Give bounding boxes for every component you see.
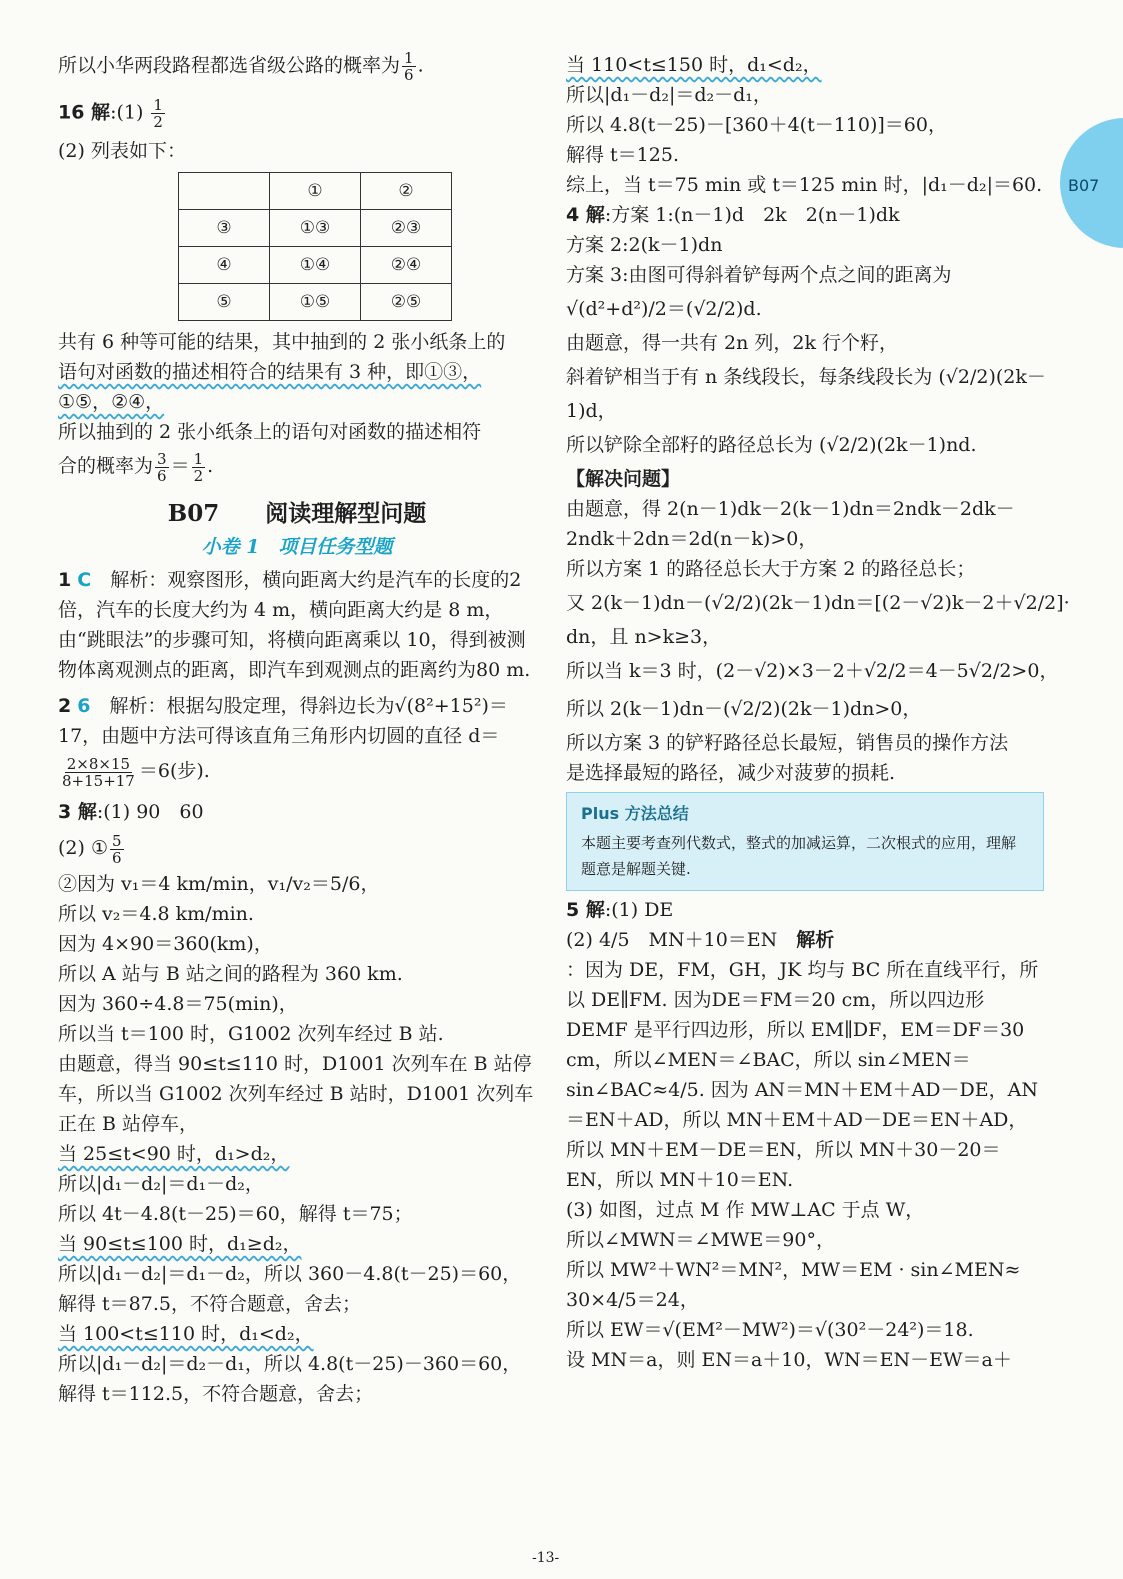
section-subtitle: 小卷 1 项目任务型题 [201, 536, 393, 558]
q4: 4 解:方案 1:(n－1)d 2k 2(n－1)dk [566, 204, 900, 226]
q16-part1: 16 解:(1) $\frac{1}{2}$ [58, 96, 163, 131]
line-l1: 所以小华两段路程都选省级公路的概率为 $\frac{1}{6}$ . [58, 49, 424, 84]
fraction: $\frac{1}{2}$ [193, 449, 204, 485]
fraction: $\frac{2\times 8\times 15}{8+15+17}$ [62, 754, 135, 790]
solve-heading: 【解决问题】 [566, 468, 681, 490]
section-title: B07 阅读理解型问题 [167, 500, 427, 527]
method-summary-title: Plus 方法总结 [581, 804, 689, 823]
fraction: $\frac{5}{6}$ [112, 831, 122, 867]
q5: 5 解:(1) DE [566, 899, 674, 921]
outcome-table [178, 172, 452, 321]
q3: 3 解:(1) 90 60 [58, 801, 204, 823]
table-row: ⑤ ①⑤ ②⑤ [179, 284, 452, 321]
side-tab-label: B07 [1068, 176, 1100, 195]
right-column: 当 110<t≤150 时，d₁<d₂， 所以|d₁－d₂|＝d₂－d₁， 所以 4.8(t－25)－[360＋4(t－110)]＝60， 解得 t＝125. 综上，当 t＝75 min 或 t＝125 min 时，|d₁－d₂|＝60. 4 解:方案 1:(n－1)d 2k 2(n－1)dk 方案 2:2(k－1)dn 方案 3:由图可得斜着铲每两个点之间的距离为 √(d²+d²)/2＝(√2/2)d. 由题意，得一共有 2n 列，2k 行个籽， 斜着铲相当于有 n 条线段长，每条线段长为 (√2/2)(2k－ 1)d， 所以铲除全部籽的路径总长为 (√2/2)(2k－1)nd. 【解决问题】 由题意，得 2(n－1)dk－2(k－1)dn＝2ndk－2dk－ 2ndk＋2dn＝2d(n－k)>0， 所以方案 1 的路径总长大于方案 2 的路径总长； 又 2(k－1)dn－(√2/2)(2k－1)dn＝[(2－√2)k－2＋√2/2]· dn，且 n>k≥3， 所以当 k＝3 时，(2－√2)×3－2＋√2/2＝4－5√2/2>0， 所以 2(k－1)dn－(√2/2)(2k－1)dn>0， 所以方案 3 的铲籽路径总长最短，销售员的操作方法 是选择最短的路径，减少对菠萝的损耗. Plus 方法总结 本题主要考查列代数式，整式的加减运算，二次根式的应用，理解题意是解题关键. 5 解:(1) DE (2) 4/5 MN＋10＝EN 解析 ：因为 DE，FM，GH，JK 均与 BC 所在直线平行，所以 DE∥FM. 因为DE＝FM＝20 cm，所以四边形 DEMF 是平行四边形，所以 EM∥DF，EM＝DF＝30 cm，所以∠MEN＝∠BAC，所以 sin∠MEN＝sin∠BAC≈4/5. 因为 AN＝MN＋EM＋AD－DE，AN＝EN＋AD，所以 MN＋EM＋AD－DE＝EN＋AD，所以 MN＋EM－DE＝EN，所以 MN＋30－20＝EN，所以 MN＋10＝EN. (3) 如图，过点 M 作 MW⊥AC 于点 W， 所以∠MWN＝∠MWE＝90°， 所以 MW²＋WN²＝MN²，MW＝EM · sin∠MEN≈ 30×4/5＝24， 所以 EW＝√(EM²－MW²)＝√(30²－24²)＝18. 设 MN＝a，则 EN＝a＋10，WN＝EN－EW＝a＋ [566, 54, 1070, 1371]
left-column: 所以小华两段路程都选省级公路的概率为 $\frac{1}{6}$ . 16 解:(1) $\frac{1}{2}$ (2) 列表如下： ① ② ③ ①③ ②③ ④ ①④ ②④ ⑤ ①⑤ ②⑤ 共有 6 种等可能的结果，其中抽到的 2 张小纸条上的 语句对函数的描述相符合的结果有 3 种，即①③， ①⑤，②④， 所以抽到的 2 张小纸条上的语句对函数的描述相符 合的概率为 $\frac{3}{6}$ ＝ $\frac{1}{2}$ . B07 阅读理解型问题 小卷 1 项目任务型题 1 C 解析：观察图形，横向距离大约是汽车的长度的2 倍，汽车的长度大约为 4 m，横向距离大约是 8 m，由“跳眼法”的步骤可知，将横向距离乘以 10，得到被测物体离观测点的距离，即汽车到观测点的距离约为80 m. 2 6 解析：根据勾股定理，得斜边长为√(8²+15²)＝ 17，由题中方法可得该直角三角形内切圆的直径 d＝ $\frac{2\times 8\times 15}{8+15+17}$ ＝6(步). 3 解:(1) 90 60 (2) ① $\frac{5}{6}$ ②因为 v₁＝4 km/min，v₁/v₂＝5/6， 所以 v₂＝4.8 km/min. 因为 4×90＝360(km)， 所以 A 站与 B 站之间的路程为 360 km. 因为 360÷4.8＝75(min)， 所以当 t＝100 时，G1002 次列车经过 B 站. 由题意，得当 90≤t≤110 时，D1001 次列车在 B 站停 车，所以当 G1002 次列车经过 B 站时，D1001 次列车 正在 B 站停车， 当 25≤t<90 时，d₁>d₂， 所以|d₁－d₂|＝d₁－d₂， 所以 4t－4.8(t－25)＝60，解得 t＝75； 当 90≤t≤100 时，d₁≥d₂， 所以|d₁－d₂|＝d₁－d₂，所以 360－4.8(t－25)＝60， 解得 t＝87.5，不符合题意，舍去； 当 100<t≤110 时，d₁<d₂， 所以|d₁－d₂|＝d₂－d₁，所以 4.8(t－25)－360＝60， 解得 t＝112.5，不符合题意，舍去； [58, 50, 536, 1409]
method-summary-box [566, 792, 1044, 891]
method-summary-text: 本题主要考查列代数式，整式的加减运算，二次根式的应用，理解题意是解题关键. [581, 834, 1017, 878]
fraction: $\frac{3}{6}$ [157, 449, 167, 485]
side-tab [1060, 118, 1123, 248]
table-row: ③ ①③ ②③ [179, 210, 452, 247]
q1: 1 C 解析：观察图形，横向距离大约是汽车的长度的2 倍，汽车的长度大约为 4 m，横向距离大约是 8 m，由“跳眼法”的步骤可知，将横向距离乘以 10，得到被测物体离观测点的距离，即汽车到观测点的距离约为80 m. [58, 569, 531, 681]
q16-text: 共有 6 种等可能的结果，其中抽到的 2 张小纸条上的 [58, 331, 506, 353]
q16-part2: (2) 列表如下： [58, 140, 186, 162]
page-number: -13- [532, 1550, 560, 1566]
q5-explanation: ：因为 DE，FM，GH，JK 均与 BC 所在直线平行，所以 DE∥FM. 因为DE＝FM＝20 cm，所以四边形 DEMF 是平行四边形，所以 EM∥DF，EM＝DF＝30 cm，所以∠MEN＝∠BAC，所以 sin∠MEN＝sin∠BAC≈4/5. 因为 AN＝MN＋EM＋AD－DE，AN＝EN＋AD，所以 MN＋EM＋AD－DE＝EN＋AD，所以 MN＋EM－DE＝EN，所以 MN＋30－20＝EN，所以 MN＋10＝EN. [566, 959, 1039, 1191]
fraction: $\frac{1}{6}$ [404, 49, 414, 84]
fraction: $\frac{1}{2}$ [153, 96, 163, 131]
table-row: ① ② [179, 173, 452, 210]
table-row: ④ ①④ ②④ [179, 247, 452, 284]
q2: 2 6 解析：根据勾股定理，得斜边长为√(8²+15²)＝ [58, 695, 508, 717]
